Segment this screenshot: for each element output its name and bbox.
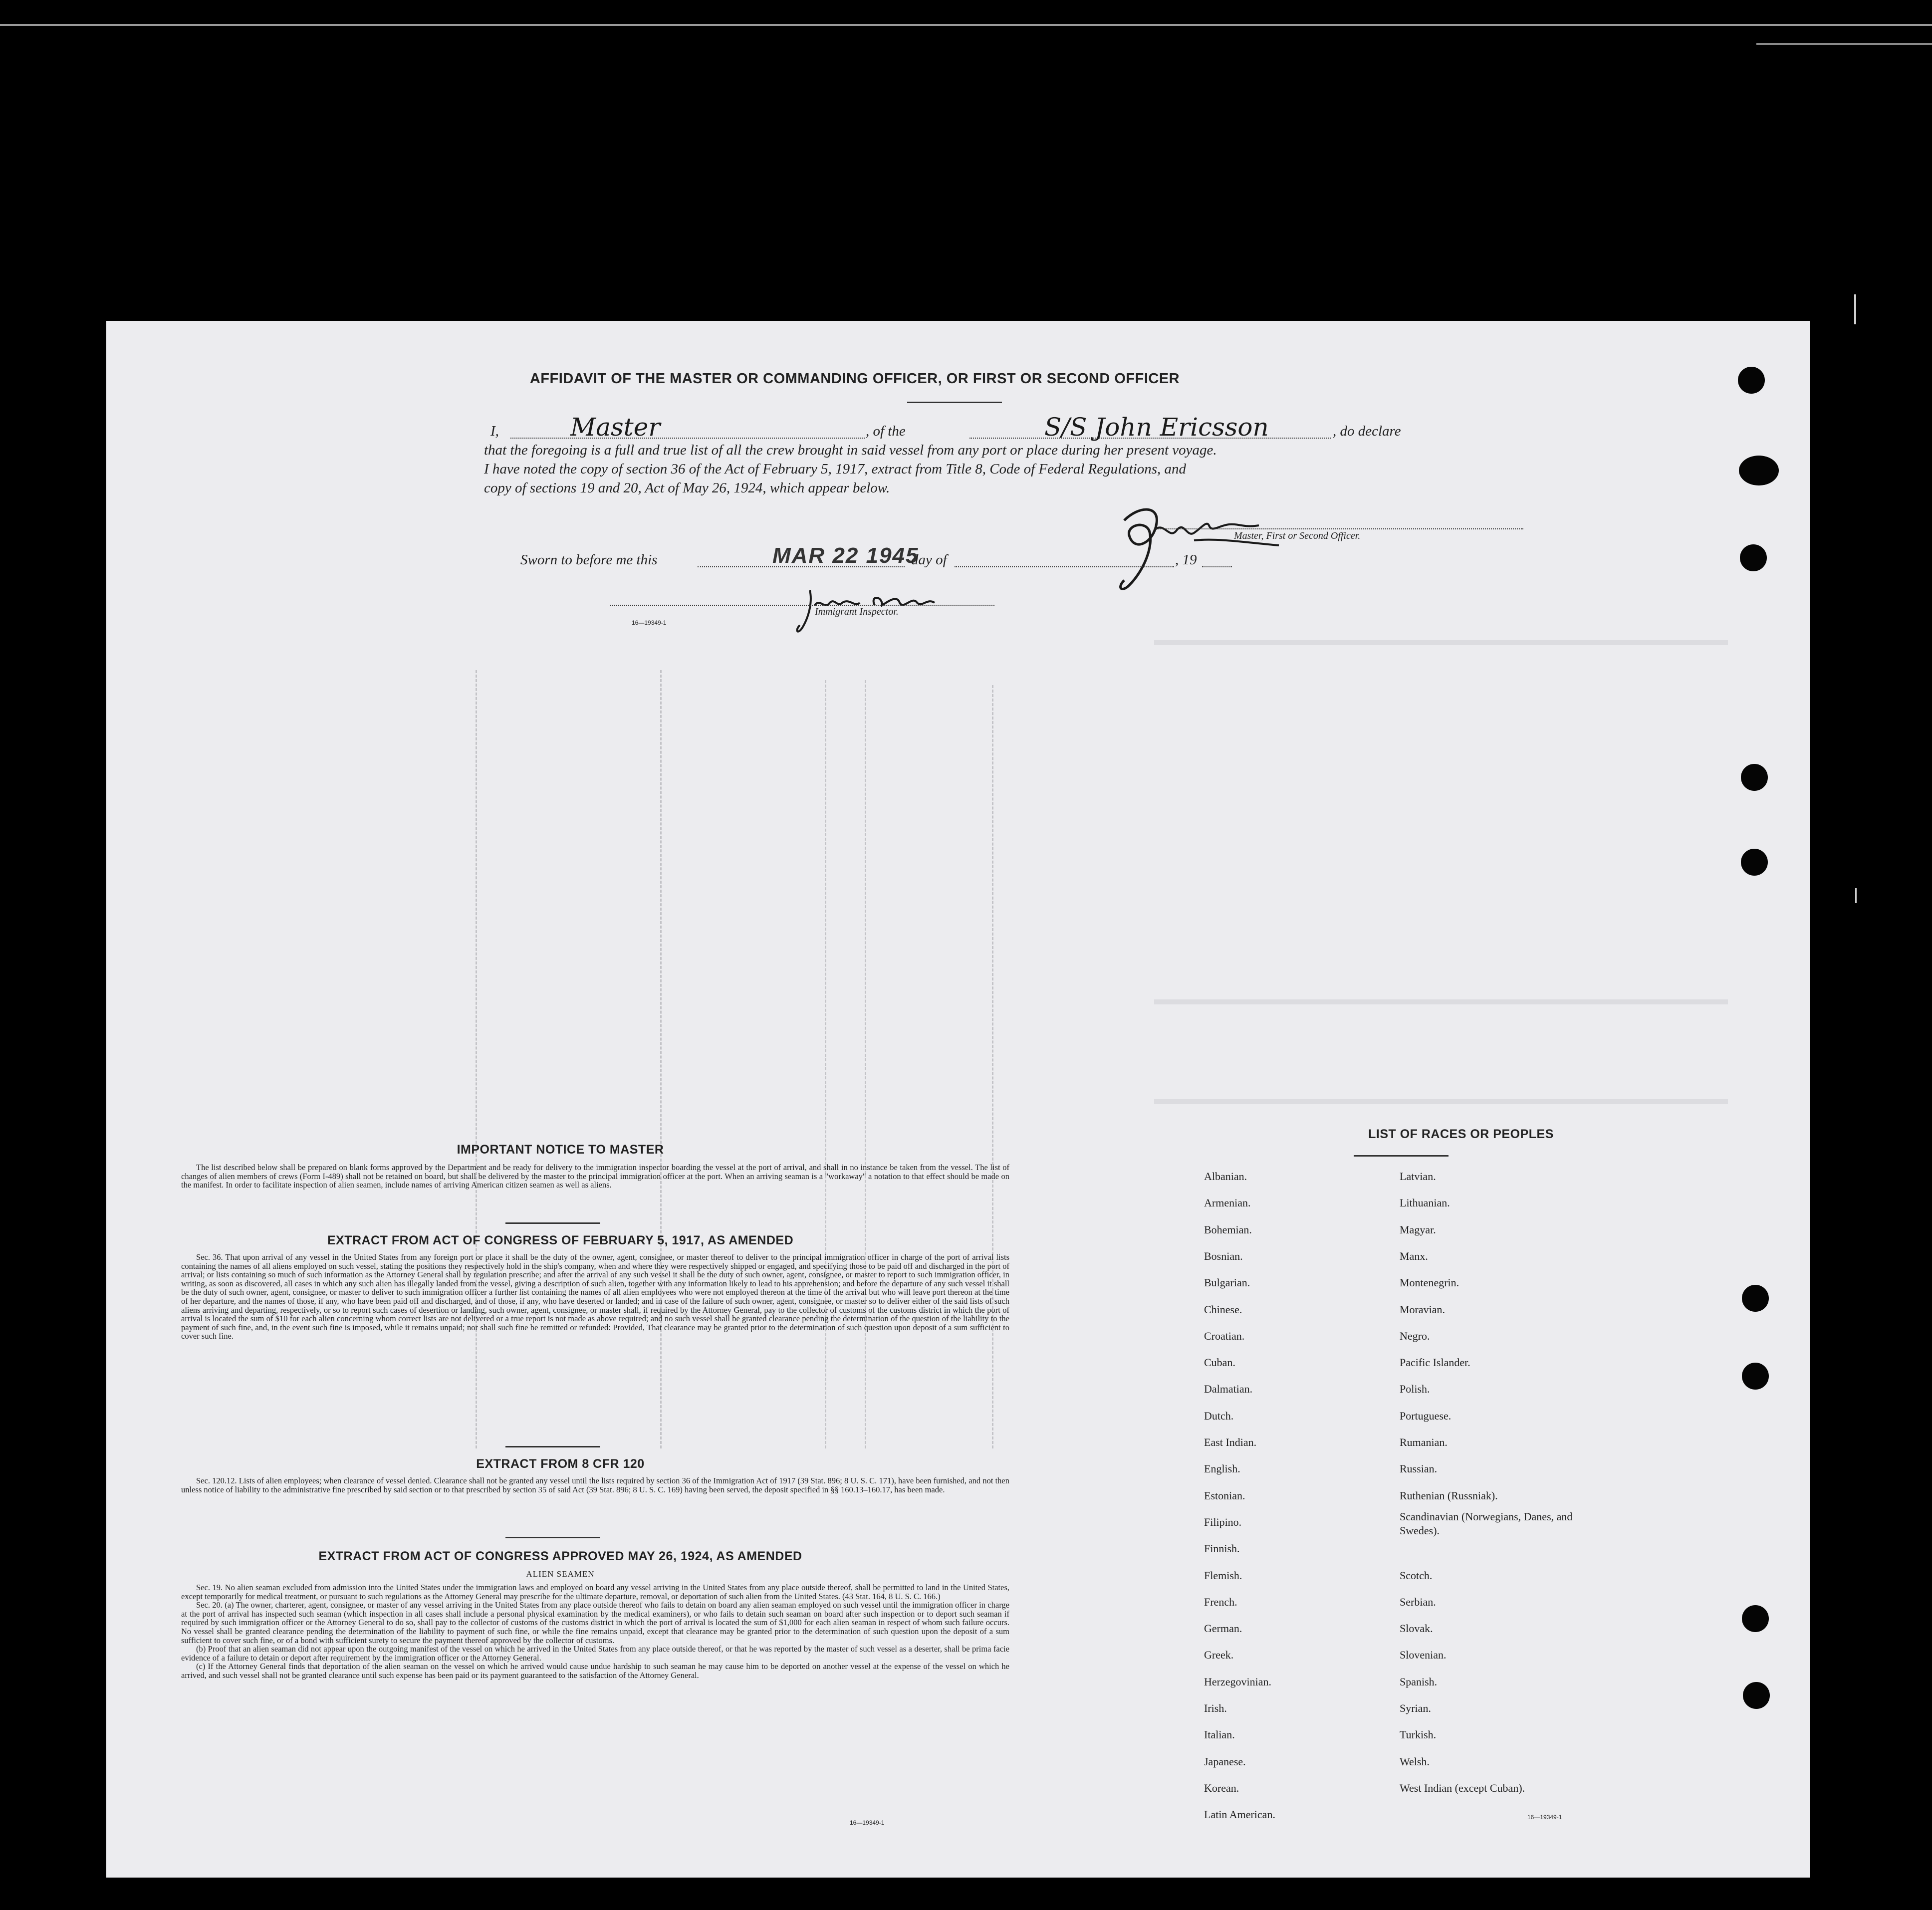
divider <box>907 402 1002 403</box>
extract-1924-paragraph: Sec. 19. No alien seaman excluded from admission into the United States under the immigration laws and employed on board any vessel arriving in the United States from any place outside thereof, shall be permitted to land in the United States, except temporarily for medical treatment, or pursuant to such regulations as the Attorney General may prescribe for the ultimate departure, removal, or deportation of such alien from the United States. (43 Stat. 164, 8 U. S. C. 166.) <box>181 1583 1009 1601</box>
sworn-label: Sworn to before me this <box>520 552 658 568</box>
race-item: Magyar. <box>1400 1223 1436 1236</box>
i-label: I, <box>490 423 499 439</box>
race-item: English. <box>1204 1462 1240 1475</box>
month-field <box>955 546 1174 567</box>
race-item: Cuban. <box>1204 1356 1235 1369</box>
date-stamp: MAR 22 1945 <box>772 543 919 568</box>
race-item: Latin American. <box>1204 1808 1275 1821</box>
declaration-line-1 <box>490 413 1449 442</box>
divider <box>505 1537 600 1538</box>
race-item: Polish. <box>1400 1383 1430 1396</box>
punch-hole <box>1743 1682 1770 1709</box>
affidavit-title: AFFIDAVIT OF THE MASTER OR COMMANDING OFFICER, OR FIRST OR SECOND OFFICER <box>529 371 1180 387</box>
extract-1924-title: EXTRACT FROM ACT OF CONGRESS APPROVED MAY 26, 1924, AS AMENDED <box>318 1549 802 1563</box>
sworn-line <box>520 543 1319 569</box>
race-item: Greek. <box>1204 1649 1234 1662</box>
declaration-line-4: copy of sections 19 and 20, Act of May 26, 1924, which appear below. <box>484 480 890 496</box>
date-field <box>698 543 919 568</box>
extract-1924-text <box>181 1583 1009 1680</box>
declaration-line-3: I have noted the copy of section 36 of the Act of February 5, 1917, extract from Title 8, Code of Federal Regulations, and <box>484 461 1187 477</box>
race-item: Filipino. <box>1204 1515 1242 1528</box>
race-item: Bosnian. <box>1204 1249 1243 1262</box>
inspector-line <box>610 605 994 606</box>
film-edge-mark <box>1855 888 1857 903</box>
race-item: Portuguese. <box>1400 1409 1451 1422</box>
punch-hole <box>1742 1363 1769 1390</box>
punch-hole <box>1742 1605 1769 1632</box>
race-item: Moravian. <box>1400 1303 1446 1316</box>
race-item: German. <box>1204 1622 1242 1635</box>
inspector-caption: Immigrant Inspector. <box>815 606 899 617</box>
extract-1924-paragraph: (b) Proof that an alien seaman did not appear upon the outgoing manifest of the vessel on which he arrived in the United States from any place outside thereof, or that he was reported by the master of such vessel as a deserter, shall be prima facie evidence of a failure to detain or deport after requirement by the immigration officer or the Attorney General. <box>181 1644 1009 1663</box>
day-of-label: day of <box>911 552 947 568</box>
race-item: Serbian. <box>1400 1595 1436 1608</box>
races-title: LIST OF RACES OR PEOPLES <box>1368 1127 1554 1141</box>
punch-hole <box>1741 849 1768 876</box>
race-item: Armenian. <box>1204 1196 1251 1209</box>
extract-1924-paragraph: (c) If the Attorney General finds that deportation of the alien seaman on the vessel on which he arrived would cause undue hardship to such seaman he may cause him to be deported on another vessel at the expense of the vessel on which he arrived, and such vessel shall not be granted clearance until such expense has been paid or its payment guaranteed to the satisfaction of the Attorney General. <box>181 1662 1009 1680</box>
punch-hole <box>1738 367 1765 394</box>
race-item: Slovak. <box>1400 1622 1433 1635</box>
divider <box>505 1222 600 1224</box>
race-item: Korean. <box>1204 1781 1239 1794</box>
master-caption: Master, First or Second Officer. <box>1234 530 1361 541</box>
race-item: Russian. <box>1400 1462 1438 1475</box>
race-item: Dutch. <box>1204 1409 1234 1422</box>
race-item: Latvian. <box>1400 1170 1436 1183</box>
race-item: Chinese. <box>1204 1303 1242 1316</box>
signature-line <box>1154 528 1523 529</box>
race-item: Rumanian. <box>1400 1436 1448 1448</box>
race-item: Estonian. <box>1204 1489 1245 1502</box>
document-sheet <box>106 321 1810 1878</box>
race-item: Ruthenian (Russniak). <box>1400 1489 1498 1502</box>
film-edge-mark <box>1854 294 1856 324</box>
punch-hole <box>1740 544 1767 571</box>
extract-1924-subtitle: ALIEN SEAMEN <box>526 1569 595 1579</box>
punch-hole <box>1739 456 1779 485</box>
film-edge-line <box>1756 43 1932 45</box>
notice-paragraph: The list described below shall be prepared on blank forms approved by the Department and be ready for delivery to the immigration inspector boarding the vessel at the port of arrival, and shall in no instance be taken from the vessel. The list of changes of alien members of crews (Form I-489) shall not be retained on board, but shall be delivered by the master to the principal immigration officer at the port. When an arriving seaman is a "workaway" a notation to that effect should be made on the manifest. In order to facilitate inspection of alien seamen, include names of arriving American citizen seamen as well as aliens. <box>181 1163 1009 1190</box>
punch-hole <box>1741 764 1768 791</box>
year-label: , 19 <box>1175 552 1197 568</box>
race-item: Bohemian. <box>1204 1223 1252 1236</box>
race-item: Herzegovinian. <box>1204 1675 1271 1688</box>
race-item: Slovenian. <box>1400 1649 1447 1662</box>
race-item: Spanish. <box>1400 1675 1438 1688</box>
race-item: Irish. <box>1204 1702 1227 1714</box>
master-field <box>510 413 865 442</box>
form-number: 16—19349-1 <box>1527 1814 1562 1821</box>
divider <box>505 1446 600 1447</box>
extract-1924-paragraph: Sec. 20. (a) The owner, charterer, agent, consignee, or master of any vessel arriving in the United States from any place outside thereof who fails to detain on board any alien seaman employed on such vessel until the immigration officer in charge at the port of arrival has inspected such seaman (which inspection in all cases shall include a personal physical examination by the medical examiners), or who fails to detain such seaman on board after such inspection or to deport such seaman if required by such immigration officer or the Attorney General to do so, shall pay to the collector of customs of the customs district in which the port of arrival is located the sum of $1,000 for each alien seaman in respect of whom such failure occurs. No vessel shall be granted clearance pending the determination of the liability to payment of such fine, or while the fine remains unpaid, except that clearance may be granted prior to the determination of such question upon the deposit of a sum sufficient to cover such fine, or of a bond with sufficient surety to secure the payment thereof approved by the collector of customs. <box>181 1600 1009 1645</box>
race-item: Lithuanian. <box>1400 1196 1450 1209</box>
race-item: Dalmatian. <box>1204 1383 1253 1396</box>
extract-cfr-paragraph: Sec. 120.12. Lists of alien employees; when clearance of vessel denied. Clearance shall not be granted any vessel until the lists required by section 36 of the Immigration Act of 1917 (39 Stat. 896; 8 U. S. C. 171), have been furnished, and not then unless notice of liability to the administrative fine prescribed by said section or to that prescribed by section 35 of said Act (39 Stat. 896; 8 U. S. C. 169) having been served, the deposit specified in §§ 160.13–160.17, has been made. <box>181 1476 1009 1494</box>
race-item: Welsh. <box>1400 1755 1430 1768</box>
notice-title: IMPORTANT NOTICE TO MASTER <box>457 1143 664 1157</box>
race-item: Pacific Islander. <box>1400 1356 1470 1369</box>
race-item: Albanian. <box>1204 1170 1247 1183</box>
bleed-through-row <box>1154 999 1728 1004</box>
extract-1917-paragraph: Sec. 36. That upon arrival of any vessel in the United States from any foreign port or place it shall be the duty of the owner, agent, consignee, or master thereof to deliver to the principal immigration officer in charge of the port of arrival lists containing the names of all aliens employed on such vessel, stating the positions they respectively hold in the ship's company, when and where they were respectively shipped or engaged, and specifying those to be paid off and discharged in the port of arrival; or lists containing so much of such information as the Attorney General shall by regulation prescribe; and after the arrival of any such vessel it shall be the duty of such owner, agent, consignee, or master to report to such immigration officer, in writing, as soon as discovered, all cases in which any such alien has illegally landed from the vessel, giving a description of such alien, together with any information likely to lead to his apprehension; and before the departure of any such vessel it shall be the duty of such owner, agent, consignee, or master to deliver to such immigration officer a further list containing the names of all alien employees who were not employed thereon at the time of the arrival but who will leave port thereon at the time of her departure, and the names of those, if any, who have been paid off and discharged, and of those, if any, who have deserted or landed; and in case of the failure of such owner, agent, consignee, or master so to deliver either of the said lists of such aliens arriving and departing, respectively, or so to report such cases of desertion or landing, such owner, agent, consignee, or master shall, if required by the Attorney General, pay to the collector of customs of the customs district in which the port of arrival is located the sum of $10 for each alien concerning whom correct lists are not delivered or a true report is not made as above required; and no such vessel shall be granted clearance pending the determination of the question of the liability to the payment of such fine, and, in the event such fine is imposed, while it remains unpaid; nor shall such fine be remitted or refunded: Provided, That clearance may be granted prior to the determination of such question upon deposit of a sum sufficient to cover such fine. <box>181 1252 1009 1341</box>
extract-cfr-title: EXTRACT FROM 8 CFR 120 <box>476 1457 645 1471</box>
punch-hole <box>1742 1285 1769 1312</box>
race-item: Scandinavian (Norwegians, Danes, and Swedes). <box>1400 1510 1573 1537</box>
race-item: Bulgarian. <box>1204 1276 1250 1289</box>
race-item: Negro. <box>1400 1329 1430 1342</box>
form-number: 16—19349-1 <box>632 619 667 626</box>
master-handwriting: Master <box>570 413 661 442</box>
race-item: Manx. <box>1400 1249 1428 1262</box>
race-item: Syrian. <box>1400 1702 1431 1714</box>
extract-1917-text <box>181 1253 1009 1341</box>
extract-cfr-text <box>181 1476 1009 1494</box>
film-edge-line <box>0 24 1932 26</box>
do-declare-label: , do declare <box>1333 423 1401 439</box>
divider <box>1354 1155 1449 1157</box>
race-item: Finnish. <box>1204 1542 1240 1555</box>
race-item: Scotch. <box>1400 1569 1433 1582</box>
bleed-through-row <box>1154 1099 1728 1104</box>
race-item: French. <box>1204 1595 1237 1608</box>
race-item: Italian. <box>1204 1728 1235 1741</box>
notice-text <box>181 1163 1009 1190</box>
of-the-label: , of the <box>866 423 906 439</box>
year-field <box>1202 546 1232 567</box>
race-item: East Indian. <box>1204 1436 1257 1448</box>
declaration-line-2: that the foregoing is a full and true list of all the crew brought in said vessel from any port or place during her present voyage. <box>484 442 1217 458</box>
race-item: Japanese. <box>1204 1755 1246 1768</box>
vessel-field <box>969 413 1331 442</box>
vessel-handwriting: S/S John Ericsson <box>1044 413 1269 442</box>
race-item: Turkish. <box>1400 1728 1437 1741</box>
extract-1917-title: EXTRACT FROM ACT OF CONGRESS OF FEBRUARY 5, 1917, AS AMENDED <box>327 1233 794 1247</box>
race-item: Croatian. <box>1204 1329 1245 1342</box>
race-item: Montenegrin. <box>1400 1276 1459 1289</box>
form-number: 16—19349-1 <box>850 1819 885 1826</box>
bleed-through-row <box>1154 640 1728 645</box>
race-item: West Indian (except Cuban). <box>1400 1781 1525 1794</box>
race-item: Flemish. <box>1204 1569 1242 1582</box>
